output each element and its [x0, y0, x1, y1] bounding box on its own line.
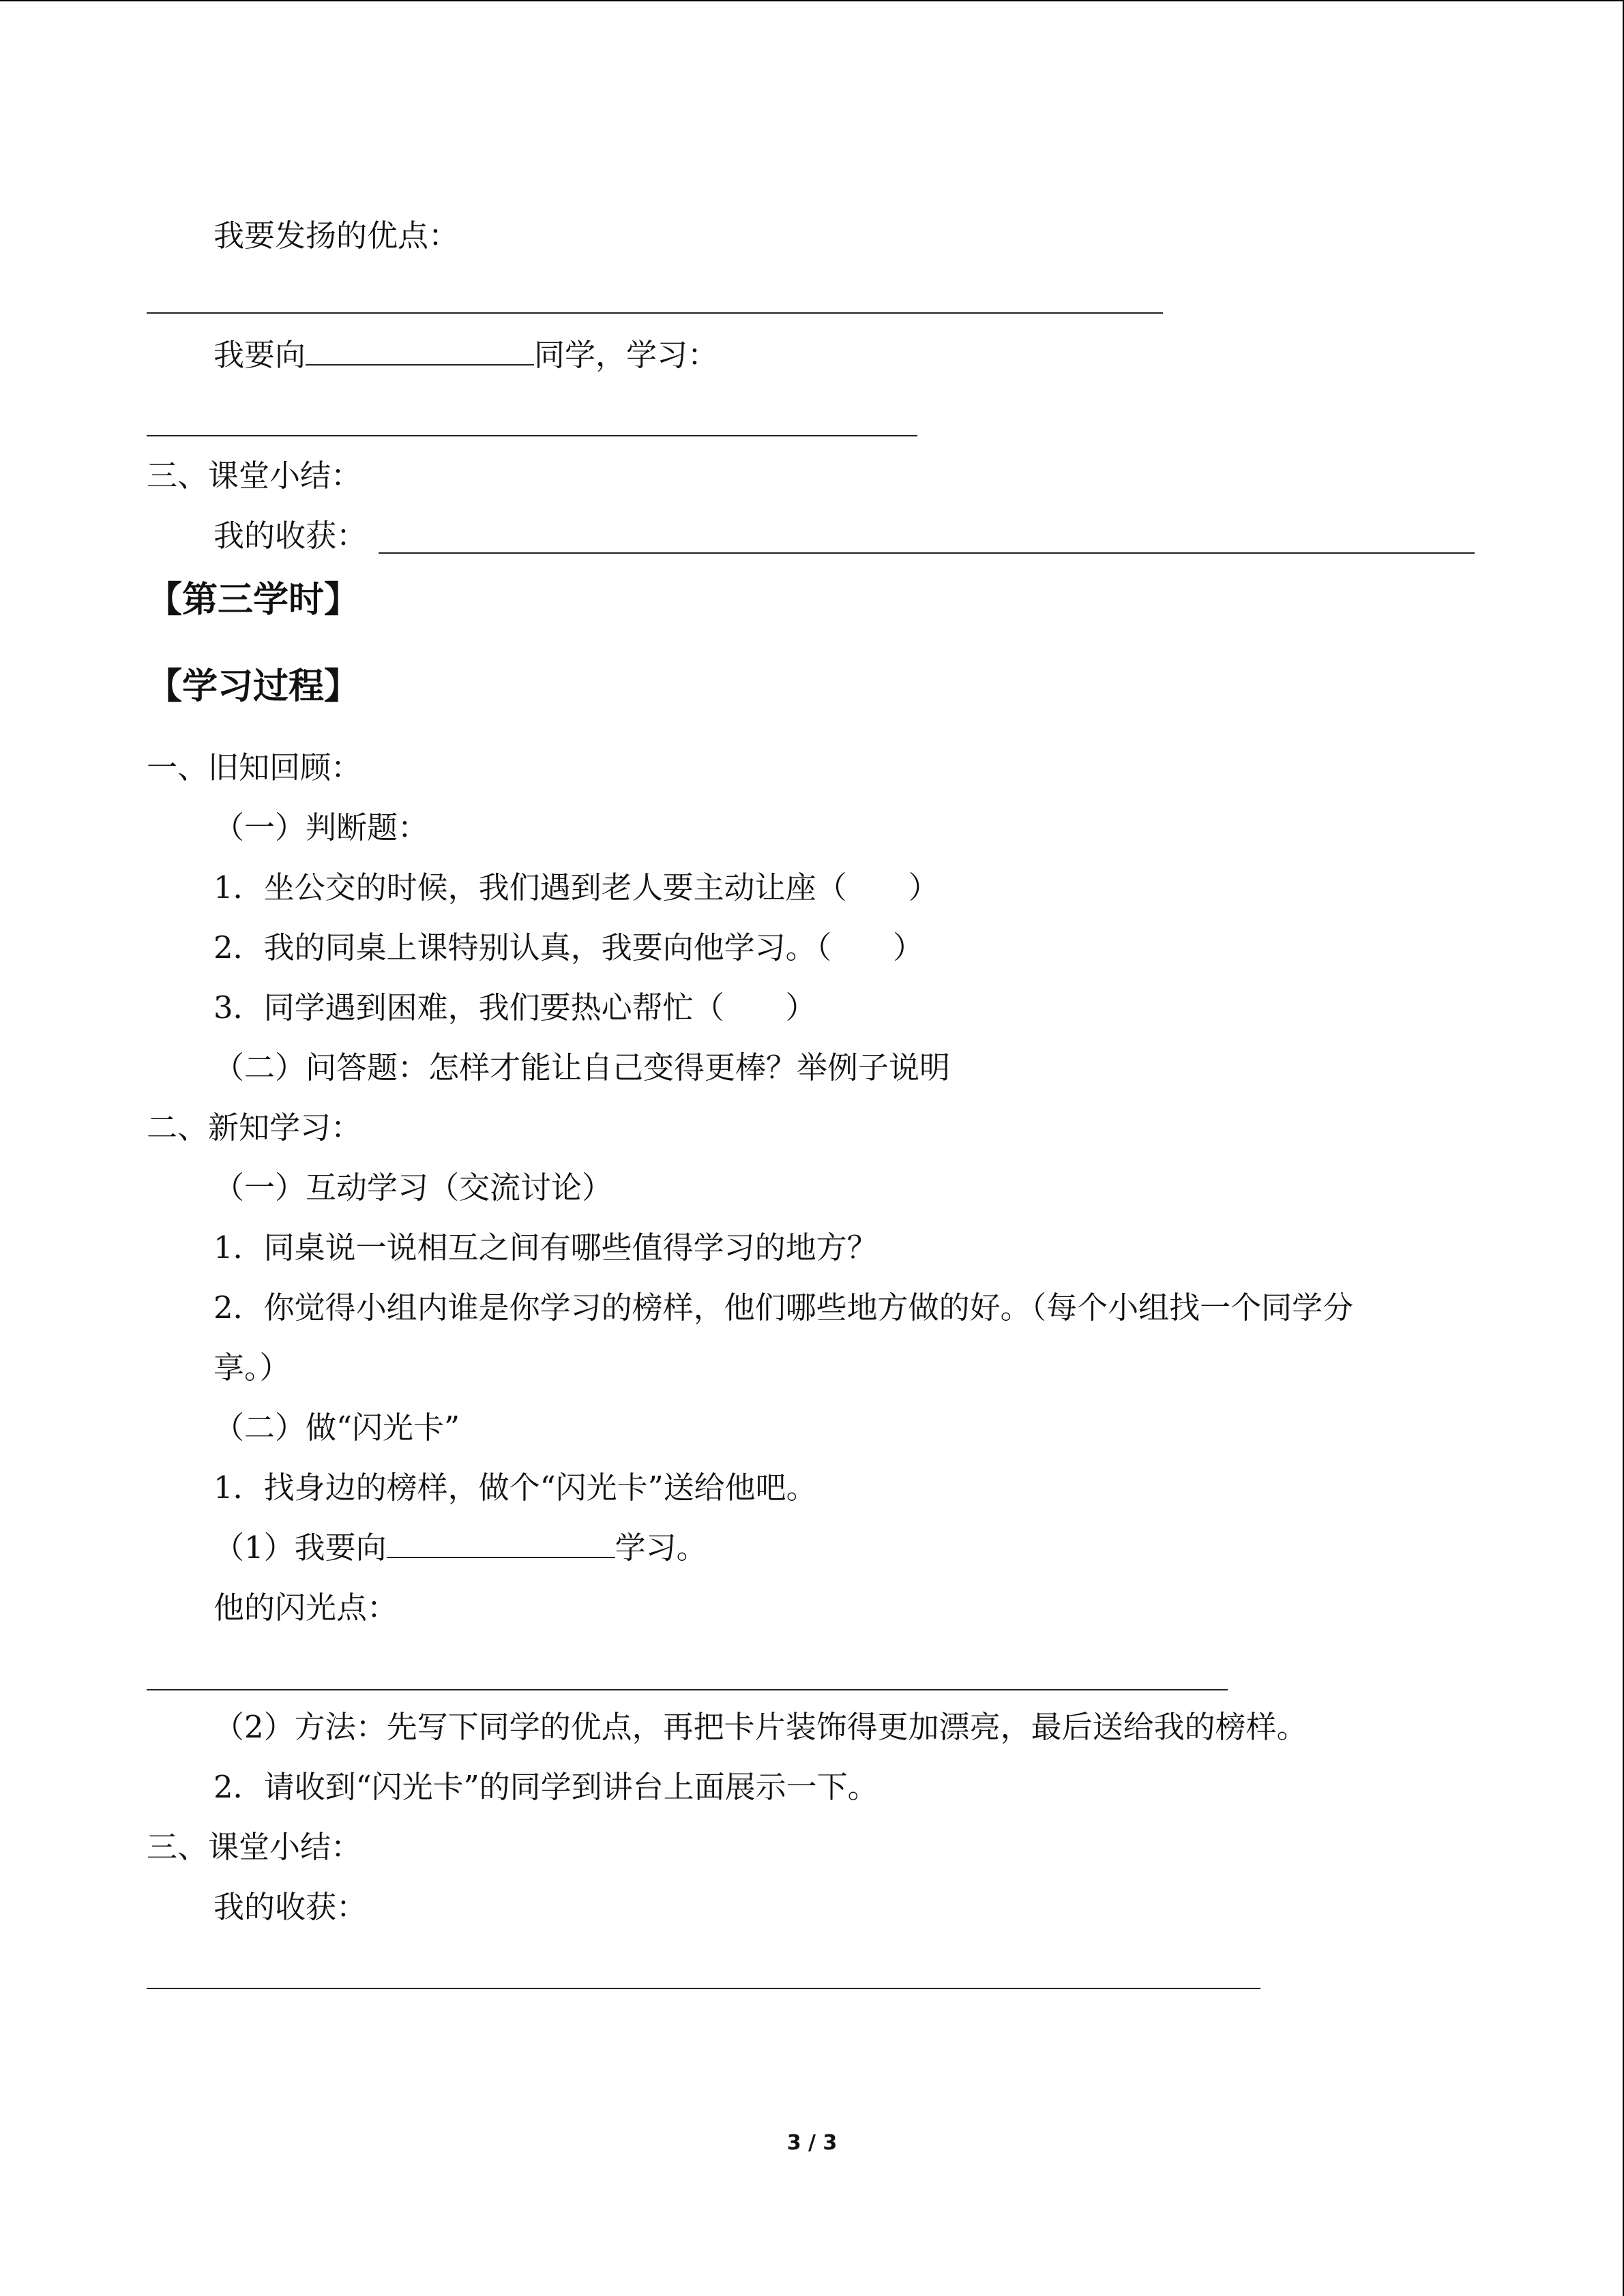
method-text: （2）方法：先写下同学的优点，再把卡片装饰得更加漂亮，最后送给我的榜样。 — [213, 1709, 1308, 1745]
answer-line — [147, 1988, 1260, 1989]
review-title: 一、旧知回顾： — [147, 749, 362, 786]
answer-line — [147, 435, 917, 436]
harvest-label: 我的收获： — [213, 1889, 368, 1925]
card-item: 2．请收到“闪光卡”的同学到讲台上面展示一下。 — [213, 1769, 879, 1805]
card-title: （二）做“闪光卡” — [213, 1410, 460, 1446]
answer-line — [147, 1689, 1228, 1690]
answer-line — [379, 552, 1475, 554]
fill-blank — [387, 1530, 615, 1558]
page-number: 3 / 3 — [786, 2131, 838, 2155]
process-title: 【学习过程】 — [147, 666, 360, 707]
shine-label: 他的闪光点： — [213, 1590, 398, 1626]
new-learning-title: 二、新知学习： — [147, 1109, 362, 1146]
fill-blank — [306, 337, 534, 366]
judge-title: （一）判断题： — [213, 809, 429, 846]
answer-line — [147, 312, 1163, 314]
card-learn-line: （1）我要向 学习。 — [213, 1530, 707, 1566]
interactive-item-continued: 享。） — [213, 1350, 291, 1386]
judge-item: 3．同学遇到困难，我们要热心帮忙（ ） — [213, 989, 816, 1026]
judge-item: 2．我的同桌上课特别认真，我要向他学习。（ ） — [213, 929, 924, 966]
card-item: 1．找身边的榜样，做个“闪光卡”送给他吧。 — [213, 1470, 817, 1506]
interactive-item: 1．同桌说一说相互之间有哪些值得学习的地方？ — [213, 1229, 878, 1266]
learn-from-line: 我要向 同学，学习： — [213, 337, 719, 373]
page-border-top — [0, 0, 1624, 1]
interactive-item: 2．你觉得小组内谁是你学习的榜样，他们哪些地方做的好。（每个小组找一个同学分 — [213, 1289, 1354, 1326]
interactive-title: （一）互动学习（交流讨论） — [213, 1169, 613, 1206]
qa-question: （二）问答题：怎样才能让自己变得更棒？举例子说明 — [213, 1049, 951, 1086]
lesson-title: 【第三学时】 — [147, 580, 360, 621]
harvest-label: 我的收获： — [213, 518, 368, 554]
judge-item: 1．坐公交的时候，我们遇到老人要主动让座（ ） — [213, 869, 939, 906]
advantage-label: 我要发扬的优点： — [213, 218, 460, 254]
summary-title: 三、课堂小结： — [147, 458, 362, 494]
summary-title: 三、课堂小结： — [147, 1829, 362, 1865]
